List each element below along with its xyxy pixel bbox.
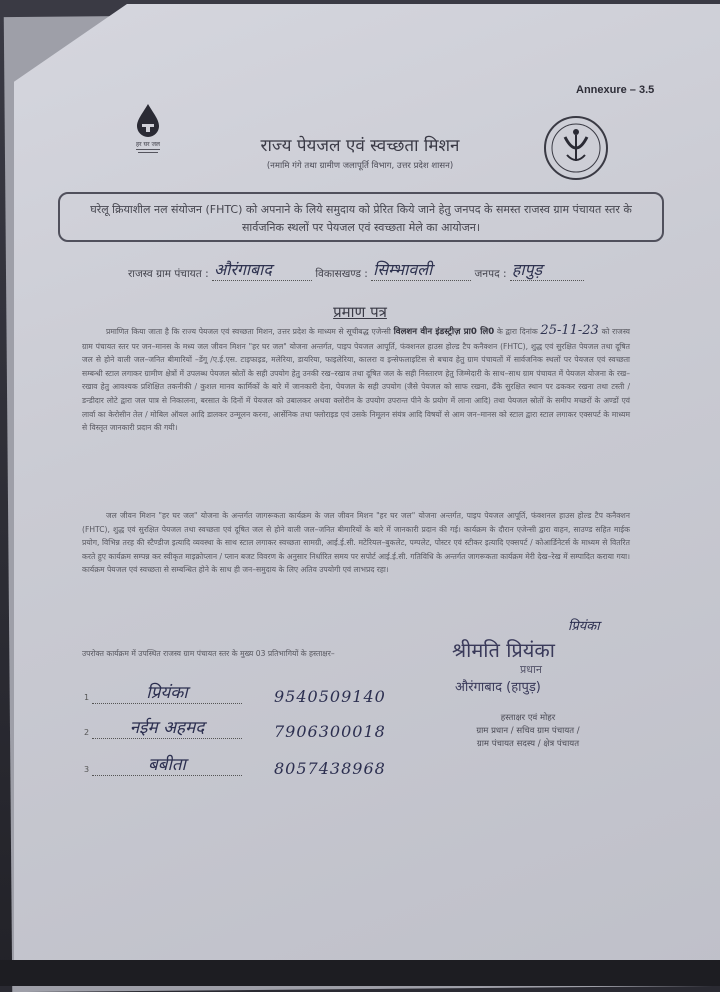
page-title: राज्य पेयजल एवं स्वच्छता मिशन [260, 136, 460, 156]
para1-date-label: के द्वारा दिनांक [496, 327, 538, 336]
certificate-title: प्रमाण पत्र [333, 303, 387, 321]
event-date: 25-11-23 [540, 323, 599, 338]
annexure-label: Annexure – 3.5 [576, 84, 655, 96]
participant-row [84, 748, 414, 778]
signatory-line: ग्राम प्रधान / सचिव ग्राम पंचायत / [476, 726, 580, 736]
gram-panchayat-label: राजस्व ग्राम पंचायत : [128, 268, 209, 280]
participant-phone: 8057438968 [274, 759, 386, 778]
agency-name: विलशन वीन इंडस्ट्रीज़ प्रा0 लि0 [393, 327, 495, 337]
pradhan-signature: प्रियंका [568, 619, 600, 634]
participant-name: प्रियंका [92, 680, 242, 704]
participant-row [84, 676, 414, 706]
participant-row [84, 711, 414, 741]
participant-number: 2 [84, 728, 90, 737]
participant-number: 3 [84, 765, 90, 774]
participant-name: नईम अहमद [92, 715, 242, 739]
participant-phone: 7906300018 [274, 722, 386, 741]
pradhan-stamp-role: प्रधान [520, 663, 542, 676]
signatory-line: हस्ताक्षर एवं मोहर [500, 713, 556, 723]
signatory-line: ग्राम पंचायत सदस्य / क्षेत्र पंचायत [476, 739, 580, 749]
pradhan-stamp-village: औरंगाबाद (हापुड़) [455, 680, 541, 695]
page-subtitle: (नमामि गंगे तथा ग्रामीण जलापूर्ति विभाग, उत्तर प्रदेश शासन) [266, 161, 454, 171]
block-label: विकासखण्ड : [315, 268, 368, 280]
block-value: सिम्भावली [371, 258, 471, 281]
participant-phone: 9540509140 [274, 687, 386, 706]
certificate-paragraph-1 [82, 324, 630, 435]
up-government-seal-icon [543, 115, 609, 181]
participant-number: 1 [84, 693, 90, 702]
district-value: हापुड़ [510, 258, 584, 281]
certificate-paragraph-2: जल जीवन मिशन "हर घर जल" योजना के अन्तर्गत जागरूकता कार्यक्रम के जल जीवन मिशन "हर घर जल" योजना अन्तर्गत, पाइप पेयजल आपूर्ति, फंक्शनल हाउस होल्ड टैप कनैक्शन (FHTC), शुद्ध एवं सुरक्षित पेयजल तथा स्वच्छता एवं दूषित जल से होने वाली जल–जनित बीमारियों के बारे में जानकारी प्रदान की गई। कार्यक्रम के दौरान एजेन्सी द्वारा वाहन, साउण्ड सहित माईक प्रयोग, विभिन्न तरह की स्टैण्डीज इत्यादि व्यवस्था के साथ स्टाल लगाकर स्वच्छता सामग्री, आई.ई.सी. मटेरियल–बुकलेट, पम्पलेट, पोस्टर एवं स्टीकर इत्यादि एक्सपर्ट / कोआर्डिनेटर्स के माध्यम से वितरित करते हुए कार्यक्रम सम्पन्न कर स्वीकृत माइक्रोप्लान / प्लान बजट विवरण के अनुसार निर्धारित समय पर सपोर्ट आई.ई.सी. गतिविधि के अन्तर्गत जागरूकता कार्यक्रम मेरी देख–रेख में सम्पादित कराया गया। कार्यक्रम पेयजल एवं स्वच्छता से सम्बन्धित होने के साथ ही जन–समुदाय के लिए अतिव उपयोगी एवं लाभप्रद रहा। [82, 511, 630, 575]
table-edge [0, 960, 720, 986]
district-label: जनपद : [474, 268, 507, 280]
participant-name: बबीता [92, 752, 242, 776]
signatory-block [438, 712, 618, 751]
para1-body: को राजस्व ग्राम पंचायत स्तर पर जन–मानस के मध्य जल जीवन मिशन "हर घर जल" योजना अन्तर्गत, पाइप पेयजल आपूर्ति, फंक्शनल हाउस होल्ड टैप कनैक्शन (FHTC), शुद्ध एवं सुरक्षित पेयजल तथा दूषित जल से होने वाली जल–जनित बीमारियों –डेंगू /ए.ई.एस. टाइफाइड, मलेरिया, डायरिया, फाइलेरिया, कालरा व इन्सेफलाइटिस से बचाव हेतु ग्राम पंचायतों में सार्वजनिक स्थलों पर पेयजल एवं स्वच्छता सम्बन्धी स्टाल लगाकर ग्रामीण क्षेत्रों में उपलब्ध पेयजल स्रोतों के सही उपयोग हेतु उनकी रख–रखाव तथा दूषित जल के सही निस्तारण हेतु जिम्मेदारी के साथ–साथ ग्राम पंचायत में पेयजल योजना के रख–रखाव हेतु आवश्यक प्रशिक्षित तकनीकी / कुशल मानव कार्मिकों के बारे में जानकारी देना, पेयजल के सही उपयोग (जैसे पेयजल को साफ रखना, ढँके सुरक्षित स्थान पर ढककर रखना तथा टस्ती / डन्डीदार लोटे द्वारा जल पात्र से निकालना, बरसात के दिनों में पेयजल को उबालकर अथवा क्लोरीन के उपयोग उपरान्त पीने के प्रयोग में लाना आदि) तथा पेयजल स्रोतों के समीप मच्छरों के अण्डों एवं लार्वा का केरोसीन तेल / मोबिल ऑयल आदि डालकर उन्मूलन करना, आर्सेनिक तथा फ्लोराइड एवं उसके निमूलन संयंत्र आदि विषयों से आम जन–मानस को स्टाल द्वारा स्टाल लगाकर एक्सपर्ट के माध्यम से विस्तृत जानकारी प्रदान की गयी। [82, 327, 631, 433]
logo-caption: हर घर जल [136, 141, 160, 148]
event-banner: घरेलू क्रियाशील नल संयोजन (FHTC) को अपनाने के लिये समुदाय को प्रेरित किये जाने हेतु जनपद के समस्त राजस्व ग्राम पंचायत स्तर के सार्वजनिक स्थलों पर पेयजल एवं स्वच्छता मेले का आयोजन। [58, 192, 664, 242]
attendance-intro: उपरोक्त कार्यक्रम में उपस्थित राजस्व ग्राम पंचायत स्तर के मुख्य 03 प्रतिभागियों के हस्ताक्षर– [82, 649, 335, 658]
para1-intro: प्रमाणित किया जाता है कि राज्य पेयजल एवं स्वच्छता मिशन, उत्तर प्रदेश के माध्यम से सूचीबद्ध एजेन्सी [106, 327, 391, 336]
location-fields [128, 258, 648, 281]
gram-panchayat-value: औरंगाबाद [212, 258, 312, 281]
pradhan-stamp-name: श्रीमति प्रियंका [452, 638, 555, 662]
